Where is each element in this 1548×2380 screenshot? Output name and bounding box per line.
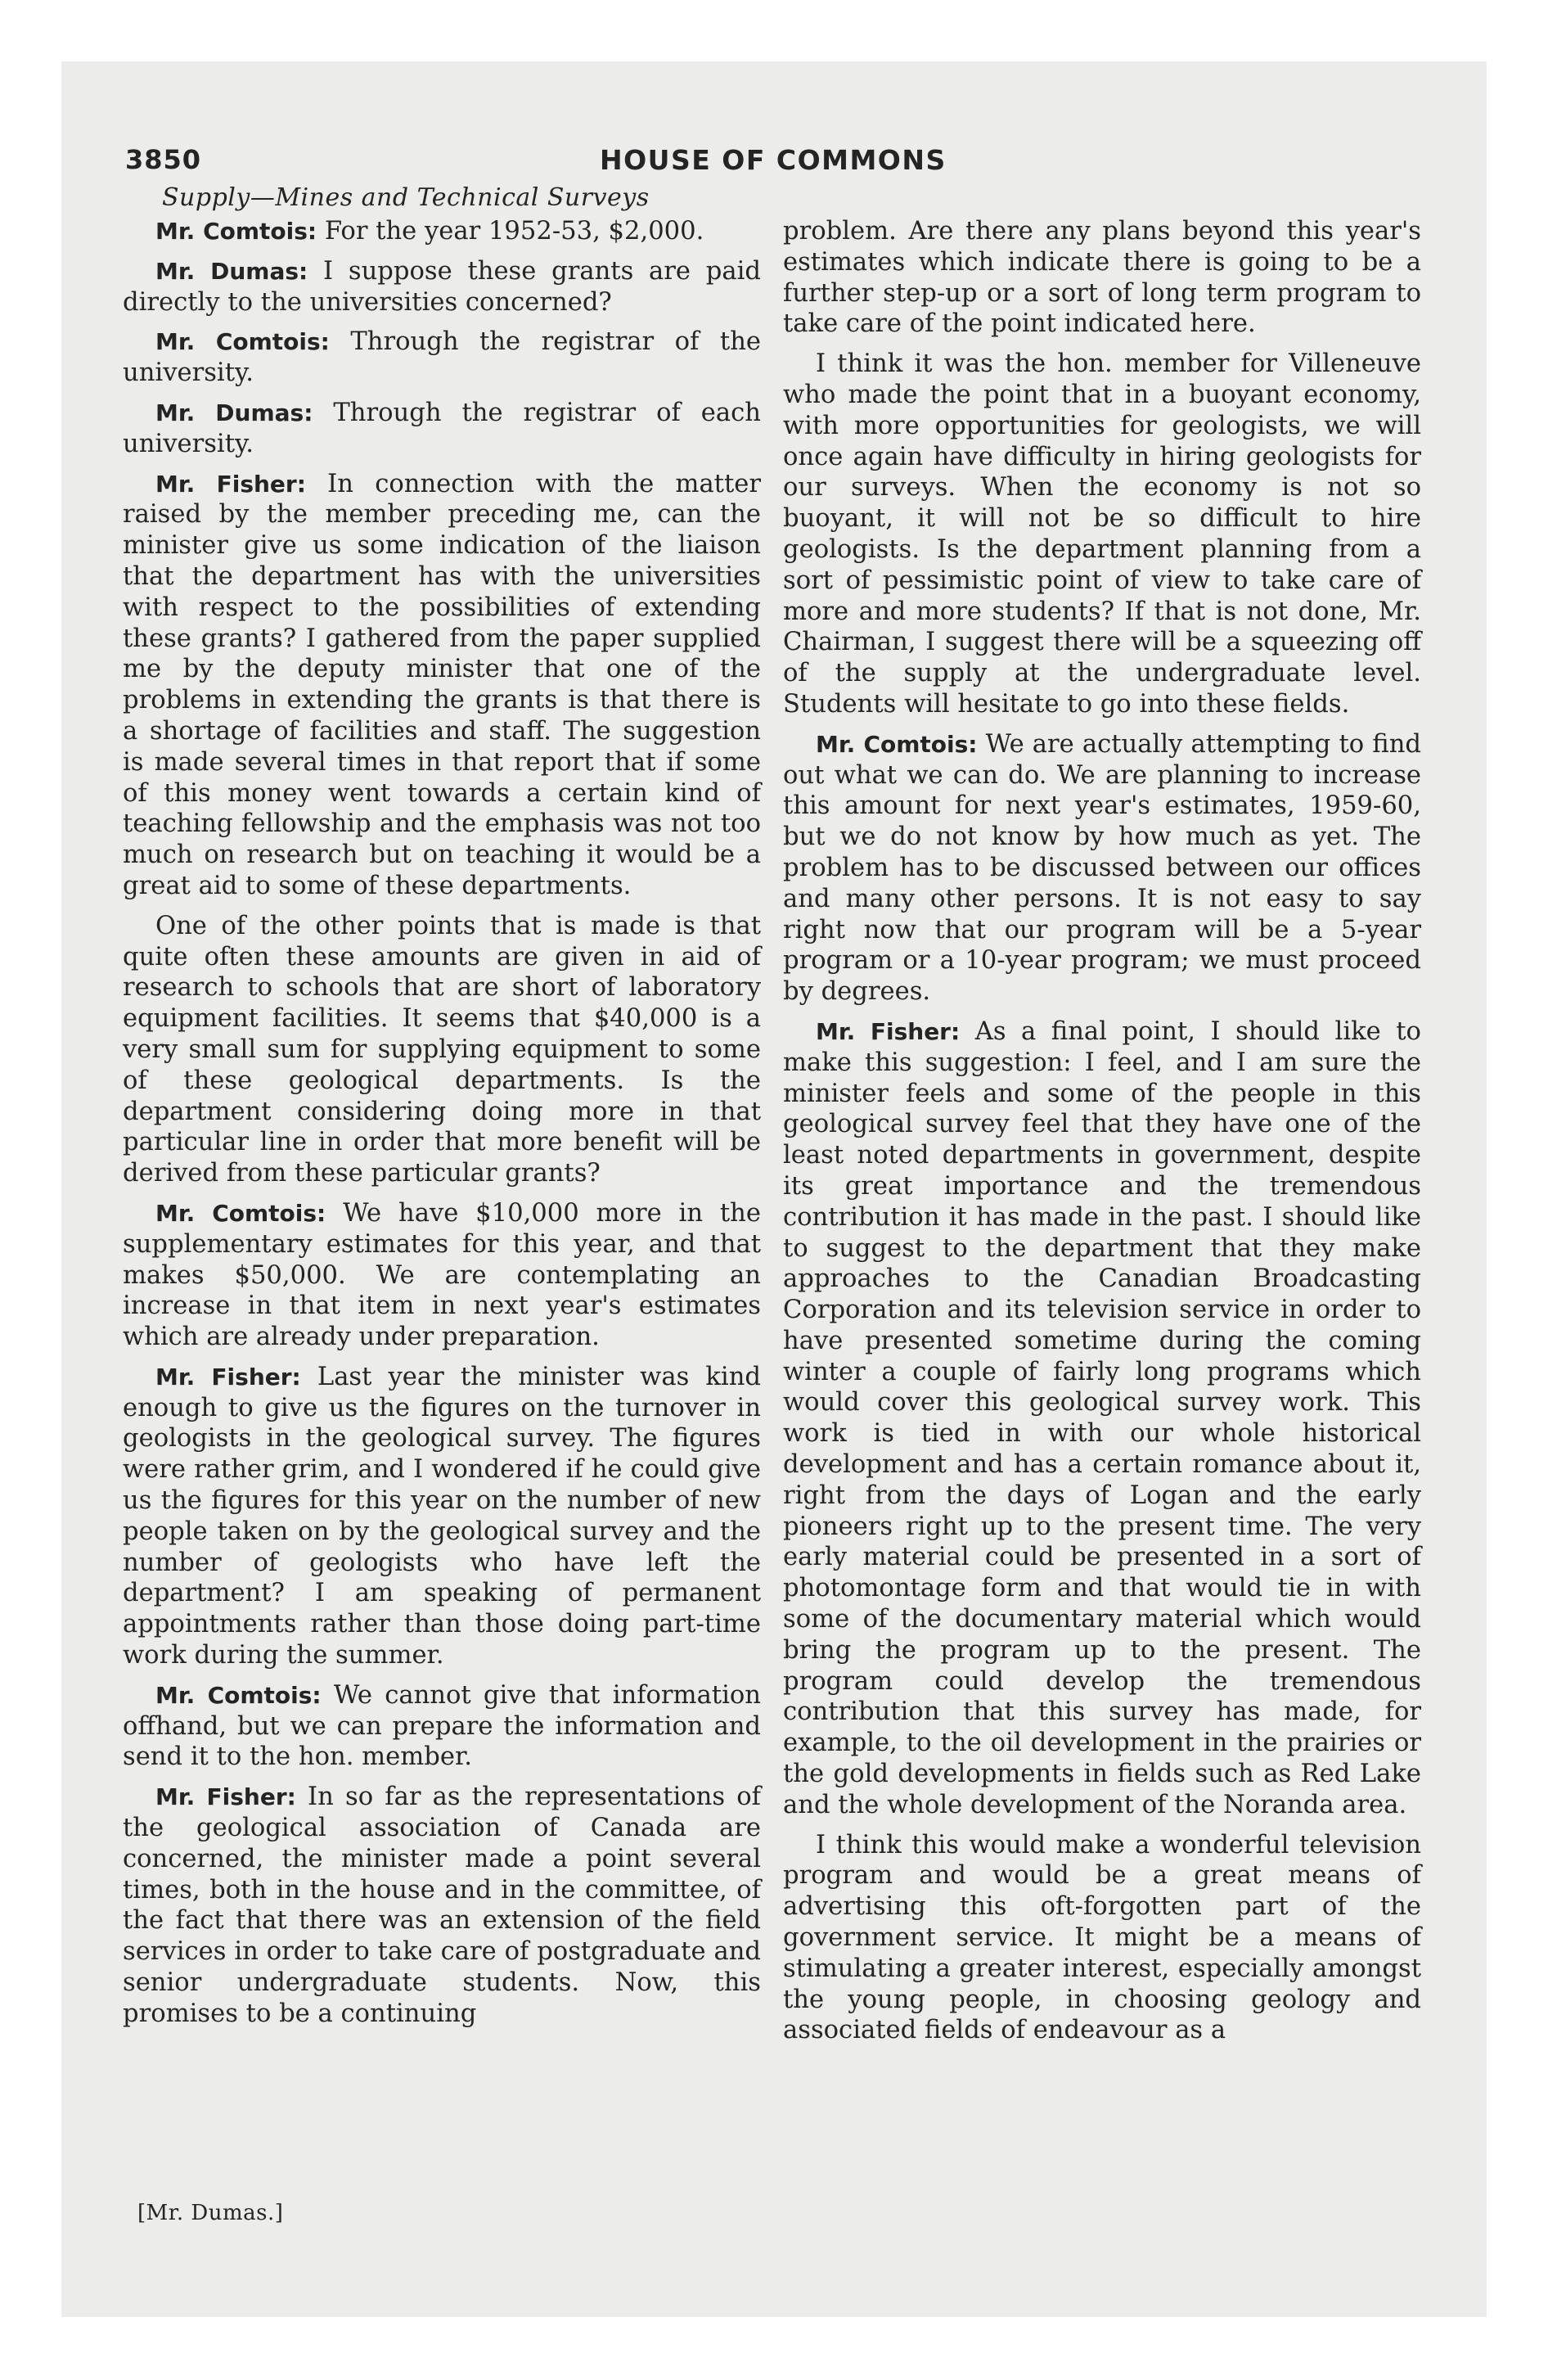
paragraph-text: In connection with the matter raised by the member preceding me, can the minister give us some indication of the liaison that the department has with the universities with respect to the possibilities of extending these grants? I gathered from the paper supplied me by the deputy minister that one of the problems in extending the grants is that there is a shortage of facilities and staff. The suggestion is made several times in that report that if some of this money went towards a certain kind of teaching fellowship and the emphasis was not too much on research but on teaching it would be a great aid to some of these departments. bbox=[123, 469, 761, 900]
speaker-name: Mr. Comtois: bbox=[155, 1681, 322, 1709]
paragraph-text: Through the registrar of the university. bbox=[123, 327, 762, 388]
right-column bbox=[783, 216, 1421, 2055]
speaker-name: Mr. Comtois: bbox=[816, 730, 978, 758]
speaker-name: Mr. Comtois: bbox=[155, 328, 330, 356]
house-title: HOUSE OF COMMONS bbox=[600, 144, 947, 176]
speaker-name: Mr. Fisher: bbox=[155, 470, 306, 498]
paragraph bbox=[123, 1680, 761, 1773]
paragraph bbox=[783, 729, 1421, 1007]
paragraph-text: Through the registrar of each university. bbox=[123, 398, 761, 458]
paragraph-text: I suppose these grants are paid directly to the universities concerned? bbox=[123, 256, 761, 317]
paragraph-text: problem. Are there any plans beyond this year's estimates which indicate there is going to be a further step-up or a sort of long term program to take care of the point indicated here. bbox=[783, 217, 1421, 339]
paragraph bbox=[123, 1198, 761, 1353]
paragraph bbox=[123, 327, 761, 389]
paragraph bbox=[783, 1016, 1421, 1821]
paragraph bbox=[123, 256, 761, 318]
paragraph bbox=[783, 1830, 1421, 2047]
paragraph bbox=[123, 216, 761, 247]
speaker-name: Mr. Dumas: bbox=[155, 257, 308, 285]
paragraph-text: One of the other points that is made is that quite often these amounts are given in aid of research to schools that are short of laboratory equipment facilities. It seems that $40,000 is a very small sum for supplying equipment to some of these geological departments. Is the department considering doing more in that particular line in order that more benefit will be derived from these particular grants? bbox=[123, 911, 761, 1188]
paragraph-text: We cannot give that information offhand, but we can prepare the information and send it to the hon. member. bbox=[123, 1680, 762, 1772]
page-number: 3850 bbox=[125, 144, 202, 175]
paragraph bbox=[123, 398, 761, 460]
paragraph-text: I think this would make a wonderful television program and would be a great means of advertising this oft-forgotten part of the government service. It might be a means of stimulating a greater interest, especially amongst the young people, in choosing geology and associated fields of endeavour as a bbox=[783, 1830, 1421, 2045]
footer-note: [Mr. Dumas.] bbox=[137, 2201, 284, 2225]
paragraph-text: We have $10,000 more in the supplementary estimates for this year, and that makes $50,000. We are contemplating an increase in that item in next year's estimates which are already under preparation. bbox=[123, 1198, 761, 1352]
speaker-name: Mr. Fisher: bbox=[155, 1783, 296, 1811]
paragraph-text: In so far as the representations of the geological association of Canada are concerned, the minister made a point several times, both in the house and in the committee, of the fact that there was an extension of the field services in order to take care of postgraduate and senior undergraduate students. Now, this promises to be a continuing bbox=[123, 1783, 761, 2028]
speaker-name: Mr. Fisher: bbox=[155, 1363, 301, 1391]
paragraph-text: Last year the minister was kind enough to give us the figures on the turnover in geologists in the geological survey. The figures were rather grim, and I wondered if he could give us the figures for this year on the number of new people taken on by the geological survey and the number of geologists who have left the department? I am speaking of permanent appointments rather than those doing part-time work during the summer. bbox=[123, 1362, 762, 1670]
paragraph-text: I think it was the hon. member for Villeneuve who made the point that in a buoyant economy, with more opportunities for geologists, we will once again have difficulty in hiring geologists for our surveys. When the economy is not so buoyant, it will not be so difficult to hire geologists. Is the department planning from a sort of pessimistic point of view to take care of more and more students? If that is not done, Mr. Chairman, I suggest there will be a squeezing off of the supply at the undergraduate level. Students will hesitate to go into these fields. bbox=[783, 349, 1421, 719]
paragraph bbox=[123, 1362, 761, 1671]
left-column bbox=[123, 216, 761, 2039]
running-head: Supply—Mines and Technical Surveys bbox=[162, 183, 650, 212]
paragraph-text: We are actually attempting to find out what we can do. We are planning to increase this amount for next year's estimates, 1959-60, but we do not know by how much as yet. The problem has to be discussed between our offices and many other persons. It is not easy to say right now that our program will be a 5-year program or a 10-year program; we must proceed by degrees. bbox=[783, 729, 1421, 1007]
paragraph bbox=[783, 216, 1421, 340]
paragraph-text: For the year 1952-53, $2,000. bbox=[324, 217, 704, 246]
paragraph bbox=[123, 1782, 761, 2029]
paragraph bbox=[123, 911, 761, 1189]
speaker-name: Mr. Comtois: bbox=[155, 218, 317, 245]
speaker-name: Mr. Comtois: bbox=[155, 1199, 326, 1227]
paragraph-text: As a final point, I should like to make this suggestion: I feel, and I am sure the minister feels and some of the people in this geological survey feel that they have one of the least noted departments in government, despite its great importance and the tremendous contribution it has made in the past. I should like to suggest to the department that they make approaches to the Canadian Broadcasting Corporation and its television service in order to have presented sometime during the coming winter a couple of fairly long programs which would cover this geological survey work. This work is tied in with our whole historical development and has a certain romance about it, right from the days of Logan and the early pioneers right up to the present time. The very early material could be presented in a sort of photomontage form and that would tie in with some of the documentary material which would bring the program up to the present. The program could develop the tremendous contribution that this survey has made, for example, to the oil development in the prairies or the gold developments in fields such as Red Lake and the whole development of the Noranda area. bbox=[783, 1016, 1421, 1819]
speaker-name: Mr. Dumas: bbox=[155, 399, 313, 426]
paragraph bbox=[783, 349, 1421, 720]
speaker-name: Mr. Fisher: bbox=[816, 1017, 961, 1045]
paragraph bbox=[123, 469, 761, 902]
